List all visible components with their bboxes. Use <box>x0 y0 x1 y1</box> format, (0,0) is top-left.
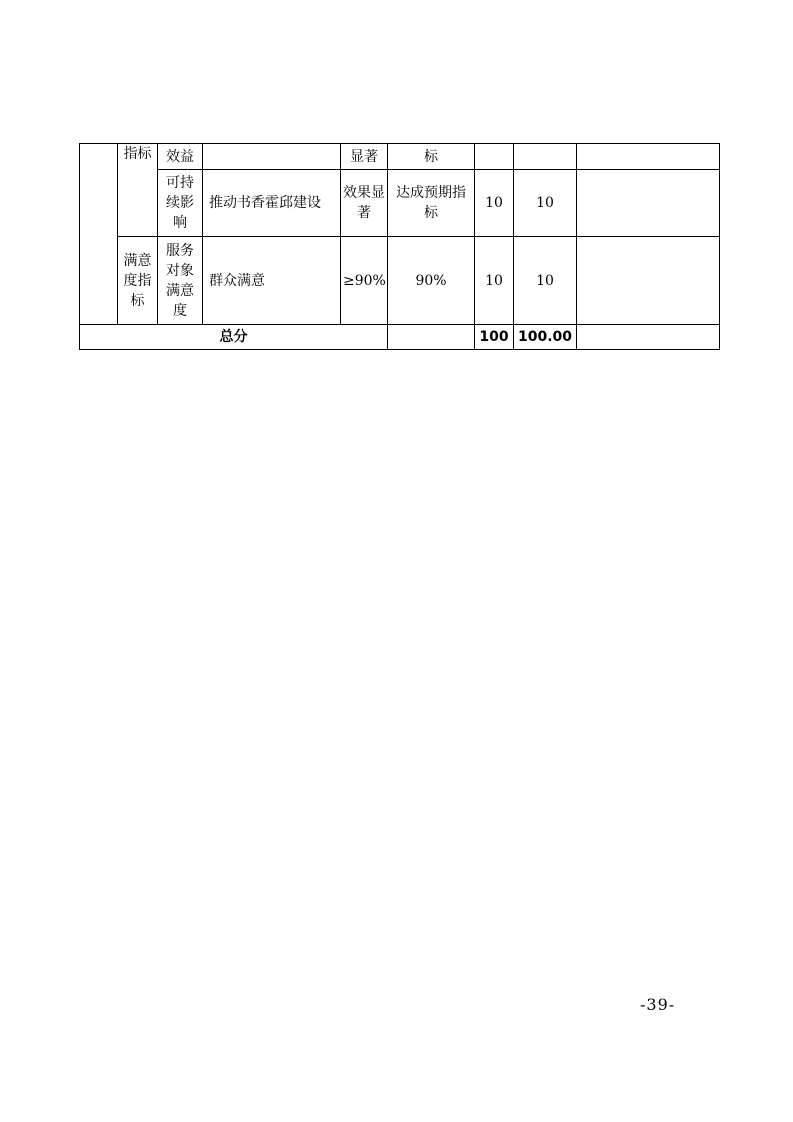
note-cell <box>577 237 720 325</box>
score-cell <box>514 144 577 170</box>
actual-cell: 标 <box>388 144 475 170</box>
level3-cell: 效益 <box>158 144 203 170</box>
actual-cell: 达成预期指标 <box>388 170 475 237</box>
table-row <box>80 237 720 325</box>
total-actual-cell <box>388 325 475 350</box>
total-row <box>80 325 720 350</box>
page-number: -39- <box>640 995 676 1014</box>
indicator-cell: 群众满意 <box>203 237 341 325</box>
level3-cell: 可持续影响 <box>158 170 203 237</box>
note-cell <box>577 170 720 237</box>
level1-cell <box>80 144 118 325</box>
total-weight: 100 <box>475 325 514 350</box>
weight-cell <box>475 144 514 170</box>
total-score: 100.00 <box>514 325 577 350</box>
score-cell: 10 <box>514 170 577 237</box>
indicator-cell: 推动书香霍邱建设 <box>203 170 341 237</box>
target-cell: ≥90% <box>341 237 388 325</box>
table-row <box>80 170 720 237</box>
table-row <box>80 144 720 170</box>
total-label: 总分 <box>80 325 388 350</box>
weight-cell: 10 <box>475 237 514 325</box>
indicator-cell <box>203 144 341 170</box>
score-cell: 10 <box>514 237 577 325</box>
target-cell: 效果显著 <box>341 170 388 237</box>
target-cell: 显著 <box>341 144 388 170</box>
note-cell <box>577 144 720 170</box>
actual-cell: 90% <box>388 237 475 325</box>
level3-cell: 服务对象满意度 <box>158 237 203 325</box>
level2-cell: 满意度指标 <box>118 237 158 325</box>
level2-cell: 指标 <box>118 144 158 237</box>
total-note-cell <box>577 325 720 350</box>
weight-cell: 10 <box>475 170 514 237</box>
performance-table <box>79 143 720 350</box>
